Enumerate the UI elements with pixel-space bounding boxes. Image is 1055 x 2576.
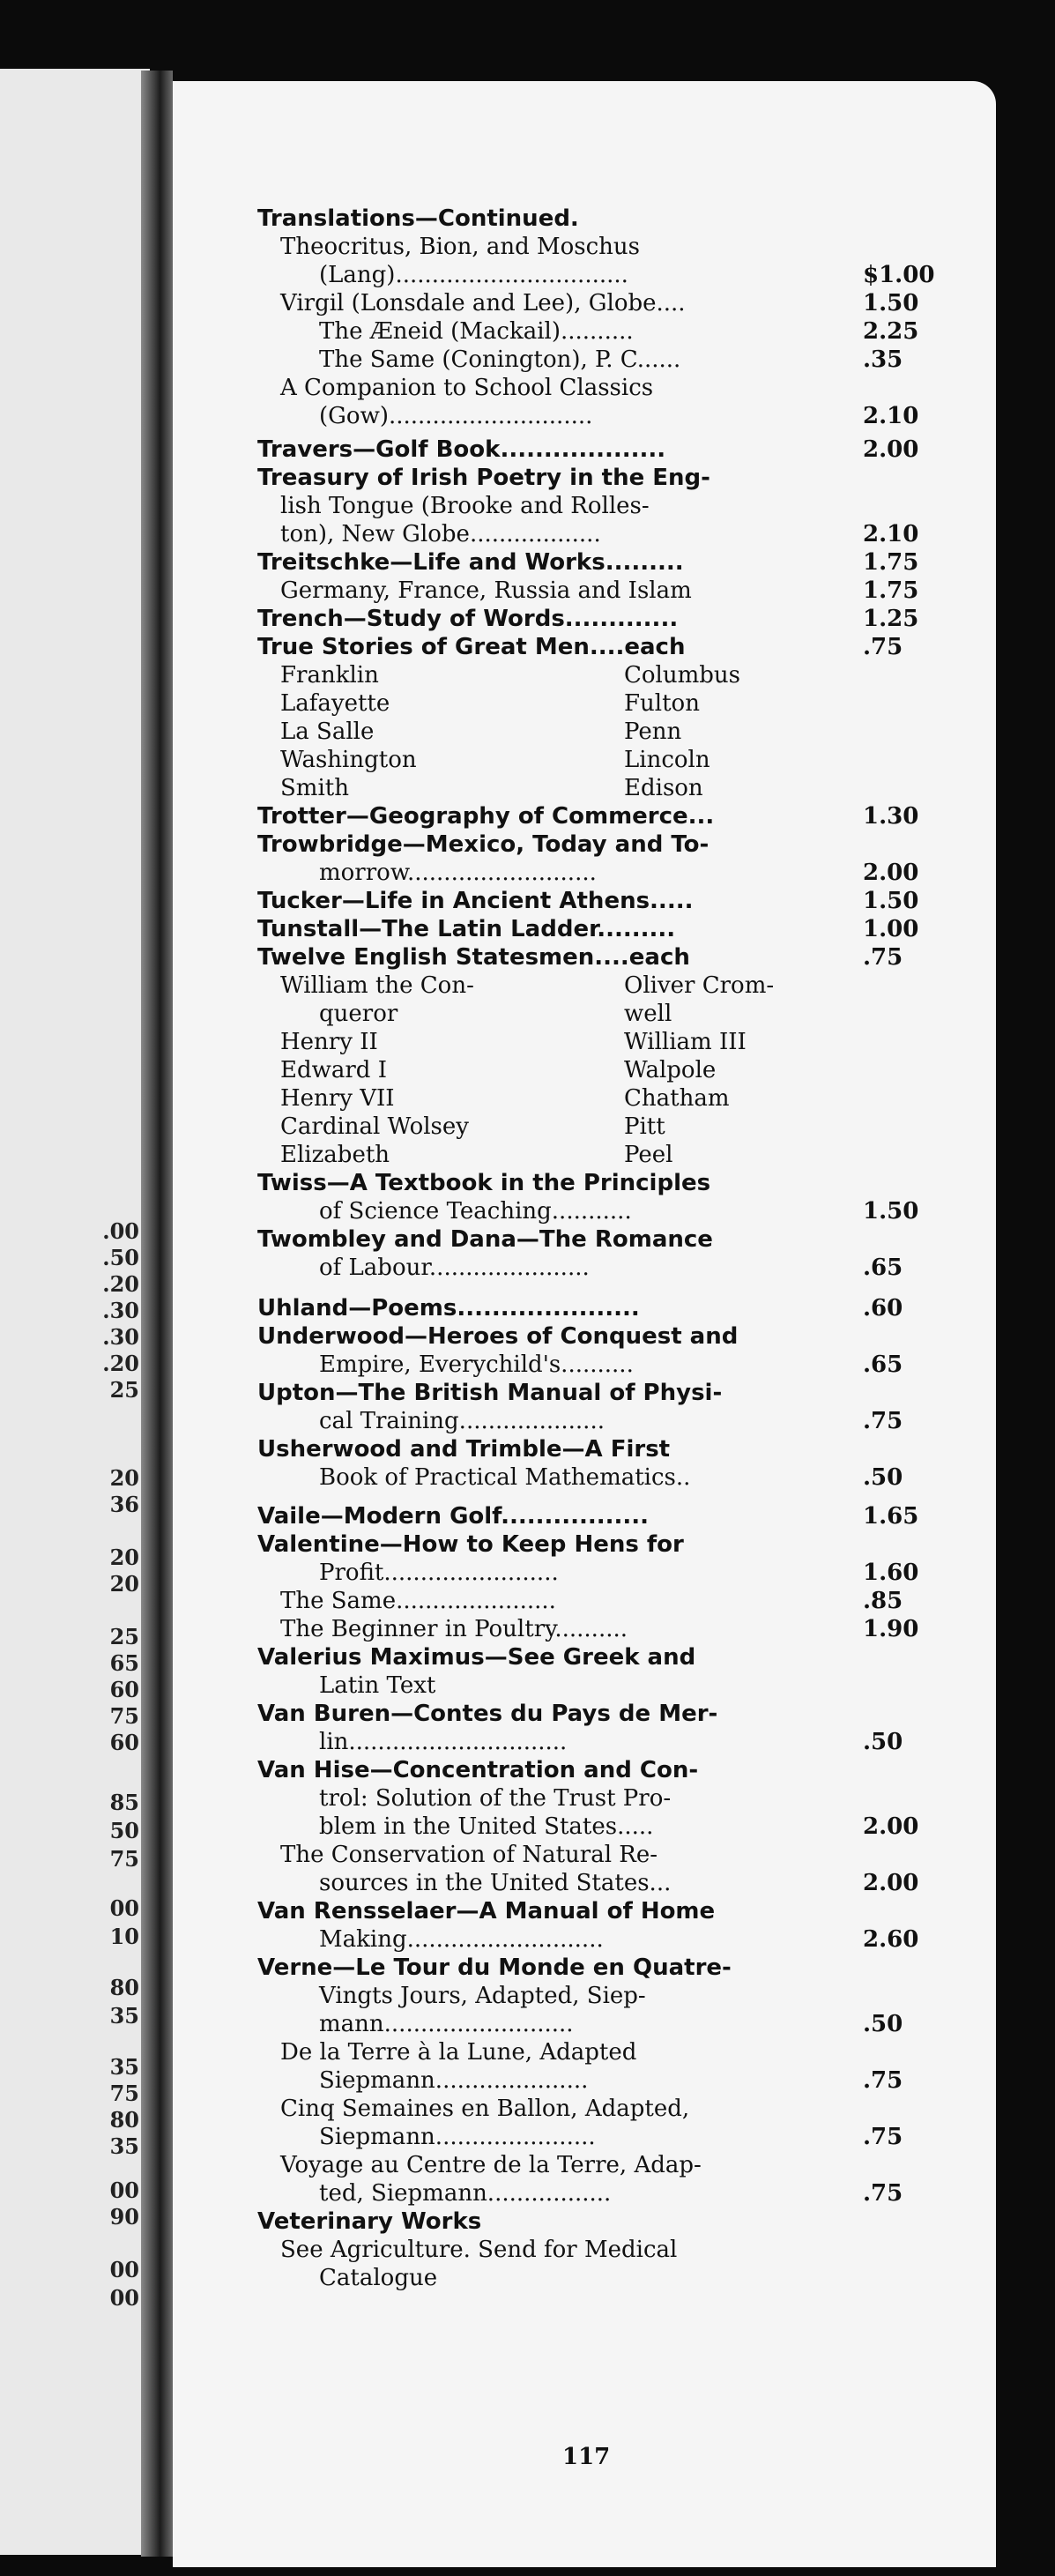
left-page-price-fragment: .20 — [102, 1351, 139, 1376]
left-page-price-fragment: 20 — [109, 1465, 139, 1491]
entry-text: Vaile—Modern Golf................. — [257, 1503, 649, 1530]
catalogue-line — [173, 1351, 996, 1379]
catalogue-page — [173, 81, 996, 2567]
left-page-price-fragment: 80 — [109, 2107, 139, 2133]
entry-text: Book of Practical Mathematics.. — [319, 1464, 691, 1491]
catalogue-line — [173, 887, 996, 915]
catalogue-line — [173, 1254, 996, 1282]
catalogue-line — [173, 1225, 996, 1254]
entry-text: Henry II — [280, 1029, 378, 1055]
left-page-price-fragment: 80 — [109, 1975, 139, 2000]
entry-second-column: well — [624, 1001, 672, 1027]
catalogue-line — [173, 802, 996, 830]
entry-text: Washington — [280, 747, 417, 773]
entry-text: Empire, Everychild's.......... — [319, 1351, 634, 1378]
catalogue-entries — [173, 81, 996, 2567]
catalogue-line — [173, 1615, 996, 1643]
entry-price: .75 — [863, 2180, 903, 2207]
catalogue-line — [173, 464, 996, 492]
catalogue-line — [173, 2066, 996, 2095]
catalogue-line — [173, 859, 996, 887]
entry-text: Virgil (Lonsdale and Lee), Globe.... — [280, 290, 686, 316]
catalogue-line — [173, 689, 996, 718]
entry-price: .75 — [863, 1408, 903, 1434]
catalogue-line — [173, 1587, 996, 1615]
entry-text: Germany, France, Russia and Islam — [280, 577, 692, 604]
entry-text: William the Con- — [280, 972, 474, 999]
entry-second-column: Fulton — [624, 690, 700, 717]
entry-price: 1.75 — [863, 549, 919, 576]
catalogue-line — [173, 1435, 996, 1463]
entry-price: 1.00 — [863, 916, 919, 942]
catalogue-line — [173, 1756, 996, 1784]
entry-price: $1.00 — [863, 262, 935, 288]
entry-second-column: Pitt — [624, 1113, 665, 1140]
entry-text: The Æneid (Mackail).......... — [319, 318, 634, 345]
catalogue-line — [173, 1728, 996, 1756]
catalogue-line — [173, 1784, 996, 1813]
entry-text: Valentine—How to Keep Hens for — [257, 1531, 684, 1558]
catalogue-line — [173, 1407, 996, 1435]
left-page-price-fragment: 75 — [109, 1703, 139, 1729]
catalogue-line — [173, 1028, 996, 1056]
entry-text: Valerius Maximus—See Greek and — [257, 1644, 696, 1671]
entry-second-column: Chatham — [624, 1085, 730, 1112]
catalogue-line — [173, 548, 996, 577]
catalogue-line — [173, 205, 996, 233]
entry-text: The Conservation of Natural Re- — [280, 1842, 658, 1868]
catalogue-line — [173, 1700, 996, 1728]
catalogue-line — [173, 1502, 996, 1530]
left-page-price-fragment: 10 — [109, 1924, 139, 1949]
entry-text: ton), New Globe.................. — [280, 521, 601, 547]
catalogue-line — [173, 830, 996, 859]
catalogue-line — [173, 1671, 996, 1700]
entry-text: Smith — [280, 775, 349, 801]
left-page-price-fragment: 25 — [109, 1624, 139, 1649]
entry-price: 2.00 — [863, 436, 919, 463]
left-page-price-fragment: .30 — [102, 1324, 139, 1350]
catalogue-line — [173, 1530, 996, 1559]
entry-price: 1.65 — [863, 1503, 919, 1530]
entry-second-column: Peel — [624, 1142, 673, 1168]
catalogue-line — [173, 1056, 996, 1084]
catalogue-line — [173, 1141, 996, 1169]
entry-second-column: William III — [624, 1029, 747, 1055]
left-page-price-fragment: 50 — [109, 1818, 139, 1843]
catalogue-line — [173, 1559, 996, 1587]
entry-text: True Stories of Great Men....each — [257, 634, 686, 660]
entry-text: of Science Teaching........... — [319, 1198, 632, 1225]
entry-text: Trench—Study of Words............. — [257, 606, 679, 632]
entry-text: Twelve English Statesmen....each — [257, 944, 690, 971]
entry-price: 1.30 — [863, 803, 919, 830]
entry-text: morrow.......................... — [319, 860, 597, 886]
entry-text: Van Buren—Contes du Pays de Mer- — [257, 1701, 718, 1727]
catalogue-line — [173, 1463, 996, 1492]
entry-text: A Companion to School Classics — [280, 375, 654, 401]
entry-text: Elizabeth — [280, 1142, 390, 1168]
entry-price: 1.60 — [863, 1560, 919, 1586]
entry-text: sources in the United States... — [319, 1870, 672, 1896]
entry-second-column: Lincoln — [624, 747, 710, 773]
catalogue-line — [173, 605, 996, 633]
page-number: 117 — [562, 2444, 611, 2470]
entry-price: 2.00 — [863, 1870, 919, 1896]
catalogue-line — [173, 402, 996, 430]
entry-text: Underwood—Heroes of Conquest and — [257, 1323, 739, 1350]
left-page-price-fragment: 90 — [109, 2204, 139, 2230]
left-page-price-fragment: .50 — [102, 1245, 139, 1270]
left-page-price-fragment: 00 — [109, 2285, 139, 2311]
catalogue-line — [173, 2264, 996, 2292]
entry-text: Van Rensselaer—A Manual of Home — [257, 1898, 716, 1925]
catalogue-line — [173, 2207, 996, 2236]
entry-text: Treasury of Irish Poetry in the Eng- — [257, 465, 710, 491]
catalogue-line — [173, 718, 996, 746]
entry-text: Lafayette — [280, 690, 390, 717]
entry-text: Voyage au Centre de la Terre, Adap- — [280, 2152, 702, 2178]
catalogue-line — [173, 2179, 996, 2207]
catalogue-line — [173, 520, 996, 548]
entry-text: cal Training.................... — [319, 1408, 605, 1434]
catalogue-line — [173, 1197, 996, 1225]
entry-text: Catalogue — [319, 2265, 438, 2291]
catalogue-line — [173, 774, 996, 802]
entry-text: De la Terre à la Lune, Adapted — [280, 2039, 637, 2066]
catalogue-line — [173, 633, 996, 661]
entry-price: .75 — [863, 2067, 903, 2094]
entry-price: .85 — [863, 1588, 903, 1614]
entry-text: Henry VII — [280, 1085, 395, 1112]
entry-text: La Salle — [280, 718, 375, 745]
entry-second-column: Walpole — [624, 1057, 717, 1083]
entry-text: Siepmann..................... — [319, 2067, 589, 2094]
left-page-price-fragment: 60 — [109, 1730, 139, 1755]
entry-text: Translations—Continued. — [257, 205, 579, 232]
left-page-price-fragment: 35 — [109, 2003, 139, 2029]
entry-text: Usherwood and Trimble—A First — [257, 1436, 671, 1463]
left-page-price-fragment: 36 — [109, 1492, 139, 1517]
catalogue-line — [173, 1954, 996, 1982]
catalogue-line — [173, 1084, 996, 1113]
entry-text: Profit........................ — [319, 1560, 559, 1586]
catalogue-line — [173, 289, 996, 317]
entry-text: (Lang)................................ — [319, 262, 628, 288]
entry-price: 2.10 — [863, 403, 919, 429]
entry-text: Franklin — [280, 662, 379, 689]
entry-text: The Same...................... — [280, 1588, 556, 1614]
left-page-price-fragment: 65 — [109, 1650, 139, 1676]
entry-price: 1.50 — [863, 1198, 919, 1225]
entry-price: 2.10 — [863, 521, 919, 547]
catalogue-line — [173, 1643, 996, 1671]
entry-text: Making........................... — [319, 1926, 604, 1953]
catalogue-line — [173, 492, 996, 520]
catalogue-line — [173, 1294, 996, 1322]
left-page-fragment — [0, 69, 150, 2555]
left-page-price-fragment: 20 — [109, 1571, 139, 1597]
catalogue-line — [173, 746, 996, 774]
entry-price: .65 — [863, 1254, 903, 1281]
catalogue-line — [173, 2010, 996, 2038]
book-gutter — [141, 71, 173, 2557]
catalogue-line — [173, 1897, 996, 1925]
catalogue-line — [173, 1841, 996, 1869]
left-page-price-fragment: 35 — [109, 2133, 139, 2159]
left-page-price-fragment: 35 — [109, 2054, 139, 2080]
entry-text: Twiss—A Textbook in the Principles — [257, 1170, 711, 1196]
catalogue-line — [173, 374, 996, 402]
catalogue-line — [173, 1813, 996, 1841]
entry-text: The Beginner in Poultry.......... — [280, 1616, 628, 1642]
catalogue-line — [173, 261, 996, 289]
entry-text: Cardinal Wolsey — [280, 1113, 469, 1140]
catalogue-line — [173, 1169, 996, 1197]
catalogue-line — [173, 972, 996, 1000]
catalogue-line — [173, 1982, 996, 2010]
entry-second-column: Columbus — [624, 662, 740, 689]
entry-text: Vingts Jours, Adapted, Siep- — [319, 1983, 646, 2009]
left-page-price-fragment: 75 — [109, 1846, 139, 1872]
catalogue-line — [173, 436, 996, 464]
left-page-price-fragment: 00 — [109, 1895, 139, 1921]
entry-price: .75 — [863, 2124, 903, 2150]
entry-price: .35 — [863, 346, 903, 373]
entry-text: Siepmann...................... — [319, 2124, 596, 2150]
entry-price: .50 — [863, 1464, 903, 1491]
catalogue-line — [173, 2038, 996, 2066]
entry-second-column: Penn — [624, 718, 682, 745]
entry-price: 2.25 — [863, 318, 919, 345]
left-page-price-fragment: 00 — [109, 2257, 139, 2282]
catalogue-line — [173, 661, 996, 689]
catalogue-line — [173, 1379, 996, 1407]
entry-price: .65 — [863, 1351, 903, 1378]
entry-second-column: Oliver Crom- — [624, 972, 775, 999]
entry-text: Cinq Semaines en Ballon, Adapted, — [280, 2096, 690, 2122]
entry-price: .50 — [863, 2011, 903, 2037]
entry-price: .60 — [863, 1295, 903, 1322]
catalogue-line — [173, 346, 996, 374]
entry-text: Trowbridge—Mexico, Today and To- — [257, 831, 710, 858]
entry-text: See Agriculture. Send for Medical — [280, 2237, 678, 2263]
left-page-price-fragment: 75 — [109, 2081, 139, 2106]
catalogue-line — [173, 1322, 996, 1351]
entry-text: Uhland—Poems..................... — [257, 1295, 640, 1322]
catalogue-line — [173, 2095, 996, 2123]
entry-text: Tunstall—The Latin Ladder......... — [257, 916, 676, 942]
left-page-price-fragment: 60 — [109, 1677, 139, 1702]
entry-text: Upton—The British Manual of Physi- — [257, 1380, 723, 1406]
entry-text: queror — [319, 1001, 398, 1027]
left-page-price-fragment: 00 — [109, 2178, 139, 2203]
entry-second-column: Edison — [624, 775, 703, 801]
catalogue-line — [173, 233, 996, 261]
left-page-price-fragment: .00 — [102, 1218, 139, 1244]
catalogue-line — [173, 2123, 996, 2151]
catalogue-line — [173, 1869, 996, 1897]
entry-price: .75 — [863, 944, 903, 971]
entry-price: 2.00 — [863, 1813, 919, 1840]
entry-text: Theocritus, Bion, and Moschus — [280, 234, 641, 260]
catalogue-line — [173, 1000, 996, 1028]
left-page-price-fragment: 85 — [109, 1790, 139, 1815]
entry-price: 1.50 — [863, 290, 919, 316]
entry-text: Twombley and Dana—The Romance — [257, 1226, 713, 1253]
entry-text: Travers—Golf Book................... — [257, 436, 666, 463]
entry-text: trol: Solution of the Trust Pro- — [319, 1785, 672, 1812]
left-page-price-fragment: 20 — [109, 1545, 139, 1570]
entry-text: ted, Siepmann................. — [319, 2180, 612, 2207]
entry-text: Van Hise—Concentration and Con- — [257, 1757, 699, 1783]
entry-text: (Gow)............................ — [319, 403, 593, 429]
catalogue-line — [173, 915, 996, 943]
entry-price: 1.50 — [863, 888, 919, 914]
entry-text: The Same (Conington), P. C...... — [319, 346, 681, 373]
catalogue-line — [173, 1113, 996, 1141]
entry-price: 1.90 — [863, 1616, 919, 1642]
entry-text: lish Tongue (Brooke and Rolles- — [280, 493, 650, 519]
catalogue-line — [173, 1925, 996, 1954]
entry-price: 2.00 — [863, 860, 919, 886]
left-page-price-fragment: .20 — [102, 1271, 139, 1297]
entry-text: Latin Text — [319, 1672, 436, 1699]
left-page-price-fragment: .30 — [102, 1298, 139, 1323]
catalogue-line — [173, 2236, 996, 2264]
entry-text: blem in the United States..... — [319, 1813, 654, 1840]
entry-text: Treitschke—Life and Works......... — [257, 549, 684, 576]
entry-text: mann.......................... — [319, 2011, 574, 2037]
entry-price: 1.25 — [863, 606, 919, 632]
catalogue-line — [173, 2151, 996, 2179]
entry-price: 1.75 — [863, 577, 919, 604]
entry-text: Trotter—Geography of Commerce... — [257, 803, 715, 830]
catalogue-line — [173, 317, 996, 346]
entry-text: lin.............................. — [319, 1729, 568, 1755]
entry-text: Verne—Le Tour du Monde en Quatre- — [257, 1954, 732, 1981]
entry-price: .50 — [863, 1729, 903, 1755]
catalogue-line — [173, 577, 996, 605]
entry-text: Tucker—Life in Ancient Athens..... — [257, 888, 694, 914]
entry-price: .75 — [863, 634, 903, 660]
entry-text: Veterinary Works — [257, 2208, 482, 2235]
entry-text: Edward I — [280, 1057, 387, 1083]
catalogue-line — [173, 943, 996, 972]
entry-text: of Labour...................... — [319, 1254, 590, 1281]
left-page-price-fragment: 25 — [109, 1377, 139, 1403]
entry-price: 2.60 — [863, 1926, 919, 1953]
